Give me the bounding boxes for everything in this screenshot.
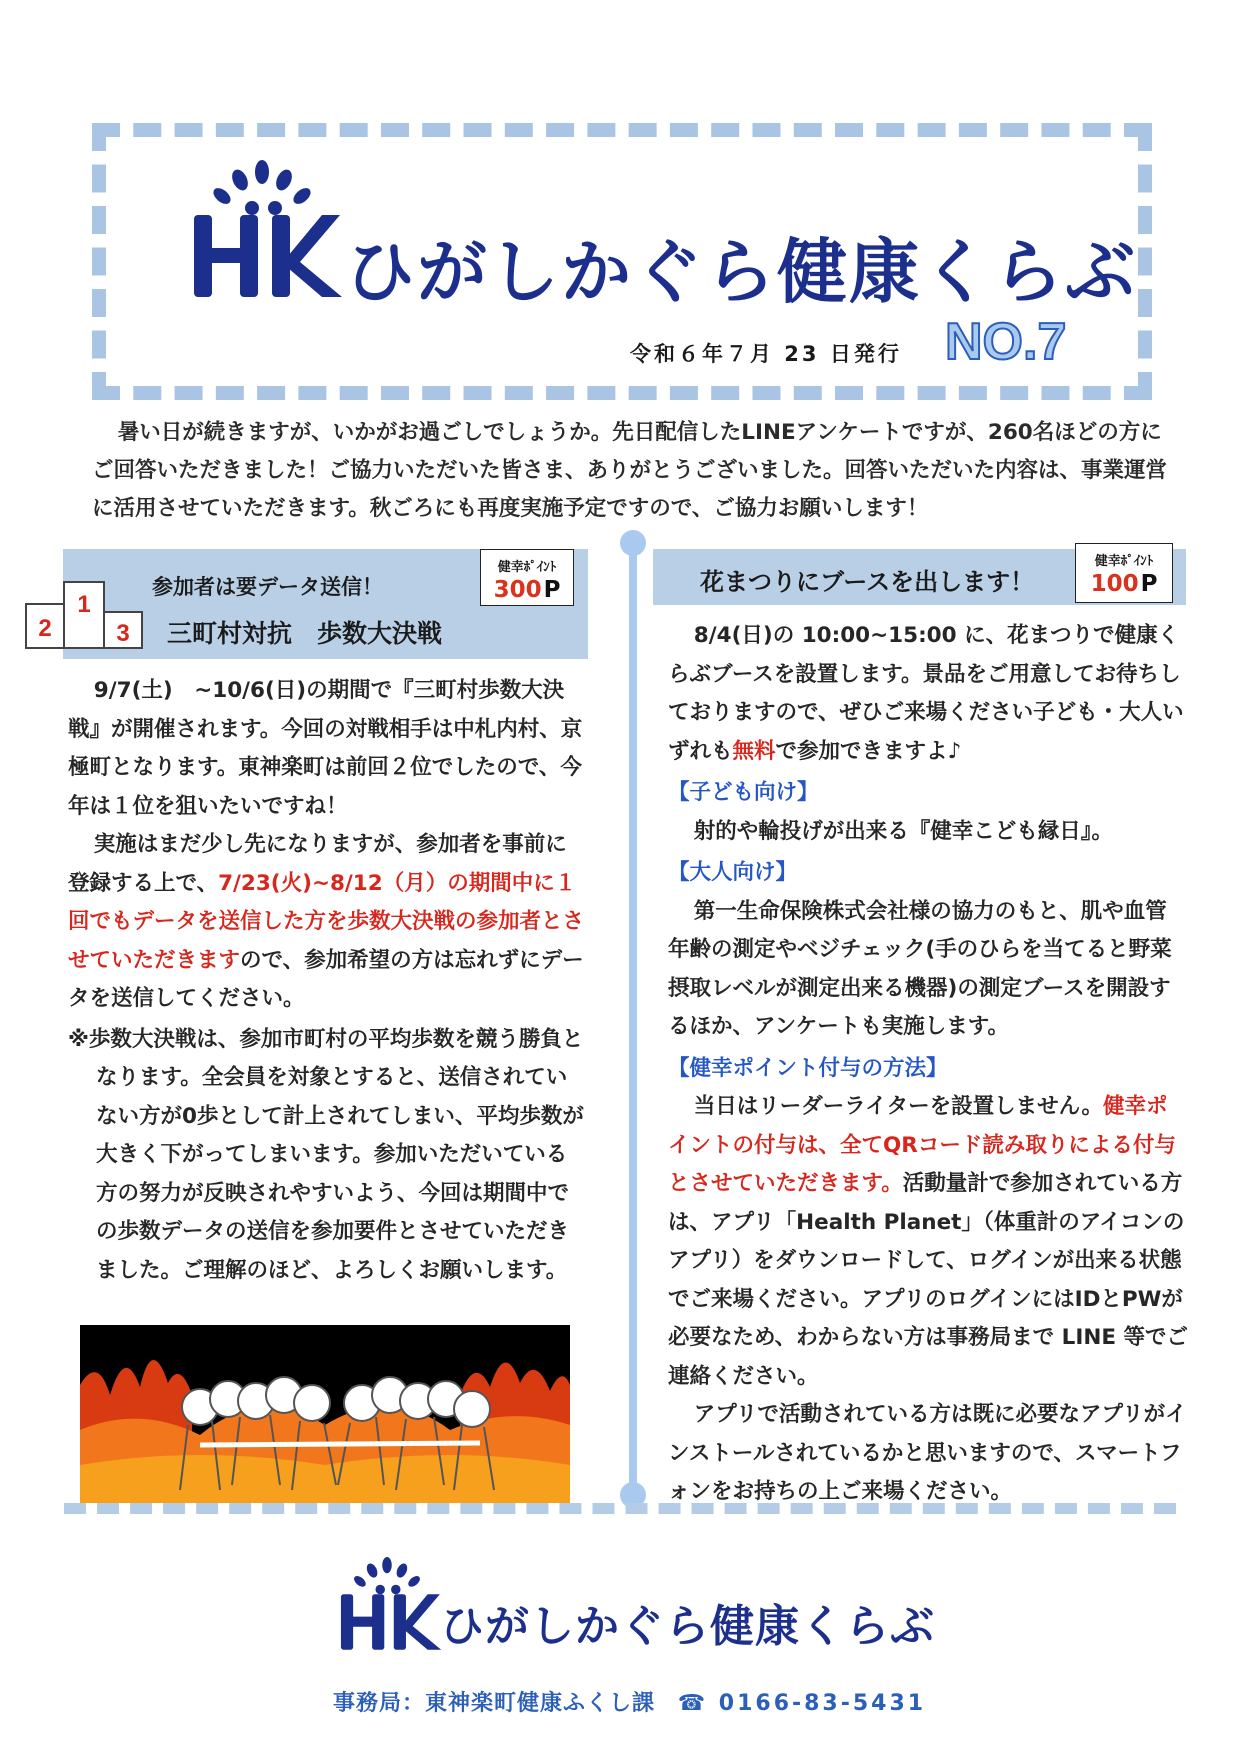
tug-of-war-illustration [80, 1325, 570, 1503]
left-body [68, 672, 586, 1290]
kids-heading: 【子ども向け】 [668, 780, 819, 805]
left-highlight: 7/23(火)~8/12（月）の期間中に１回でもデータを送信した方を歩数大決戦の参加者とさせていただきます [68, 870, 585, 973]
left-section-subtitle: 参加者は要データ送信！ [152, 575, 383, 599]
points-method-text: 当日はリーダーライターを設置しません。健幸ポイントの付与は、全てQRコード読み取りによる付与とさせていただきます。活動量計で参加されている方は、アプリ「Health Planet」（体重計のアイコンのアプリ）をダウンロードして、ログインが出来る状態でご来場ください。アプリのログインにはIDとPWが必要なため、わからない方は事務局まで LINE 等でご連絡ください。 [668, 1094, 1188, 1389]
points-method-heading: 【健幸ポイント付与の方法】 [668, 1055, 948, 1081]
app-text: アプリで活動されている方は既に必要なアプリがインストールされているかと思いますので、スマートフォンをお持ちの上ご来場ください。 [668, 1402, 1187, 1504]
intro-paragraph: 暑い日が続きますが、いかがお過ごしでしょうか。先日配信したLINEアンケートですが、260名ほどの方にご回答いただきました！ご協力いただいた皆さま、ありがとうございました。回答いただいた内容は、事業運営に活用させていただきます。秋ごろにも再度実施予定ですので、ご協力お願いします！ [92, 420, 1168, 521]
left-paragraph-1: 9/7(土) ~10/6(日)の期間で『三町村歩数大決戦』が開催されます。今回の対戦相手は中札内村、京極町となります。東神楽町は前回２位でしたので、今年は１位を狙いたいですね！ [68, 678, 583, 819]
footer-logo-icon [332, 1557, 442, 1662]
points-label: 健幸ﾎﾟｲﾝﾄ [1094, 554, 1154, 569]
qr-highlight: 健幸ポイントの付与は、全てQRコード読み取りによる付与とさせていただきます。 [668, 1094, 1176, 1196]
left-paragraph-2: 実施はまだ少し先になりますが、参加者を事前に登録する上で、7/23(火)~8/12（月）の期間中に１回でもデータを送信した方を歩数大決戦の参加者とさせていただきますので、参加希望の方は忘れずにデータを送信してください。 [68, 832, 585, 1011]
footer-divider [64, 1503, 1176, 1514]
issue-number: NO.7 [945, 313, 1067, 371]
podium-3: 3 [116, 620, 130, 647]
points-value: 300P [493, 577, 561, 603]
points-label: 健幸ﾎﾟｲﾝﾄ [497, 560, 557, 575]
newsletter-title: ひがしかぐら健康くらぶ [345, 231, 1137, 313]
divider-dot [620, 530, 646, 556]
podium-2: 2 [38, 615, 52, 642]
phone-icon: ☎ [677, 1691, 709, 1716]
club-logo-icon [182, 160, 342, 315]
footer-title: ひがしかぐら健康くらぶ [440, 1601, 935, 1652]
points-badge [480, 549, 574, 606]
podium-icon [24, 578, 144, 650]
footer-contact [333, 1686, 926, 1717]
kids-text: 射的や輪投げが出来る『健幸こども縁日』。 [693, 818, 1114, 844]
podium-1: 1 [77, 591, 91, 618]
office-name: 事務局：東神楽町健康ふくし課 [333, 1691, 656, 1716]
adult-heading: 【大人向け】 [668, 860, 798, 885]
right-section-title: 花まつりにブースを出します！ [700, 568, 1035, 596]
left-note: ※歩数大決戦は、参加市町村の平均歩数を競う勝負となります。全会員を対象とすると、送信されていない方が0歩として計上されてしまい、平均歩数が大きく下がってしまいます。参加いただいている方の努力が反映されやすいよう、今回は期間中での歩数データの送信を参加要件とさせていただきました。ご理解のほど、よろしくお願いします。 [68, 1026, 584, 1283]
right-paragraph-1: 8/4(日)の 10:00~15:00 に、花まつりで健康くらぶブースを設置します。景品をご用意してお待ちしておりますので、ぜひご来場ください子ども・大人いずれも無料で参加できますよ♪ [668, 623, 1184, 764]
left-section-title: 三町村対抗 歩数大決戦 [167, 619, 443, 648]
column-divider [629, 540, 637, 1495]
free-highlight: 無料 [732, 738, 776, 764]
right-body [668, 617, 1188, 1512]
adult-text: 第一生命保険株式会社様の協力のもと、肌や血管年齢の測定やベジチェック(手のひらを当てると野菜摂取レベルが測定出来る機器)の測定ブースを開設するほか、アンケートも実施します。 [668, 898, 1172, 1039]
points-badge [1075, 543, 1173, 603]
points-value: 100P [1090, 571, 1158, 597]
phone-number: ☎ 0166-83-5431 [677, 1691, 927, 1716]
issue-date: 令和６年７月 23 日発行 [630, 342, 902, 366]
intro-text [92, 414, 1167, 528]
